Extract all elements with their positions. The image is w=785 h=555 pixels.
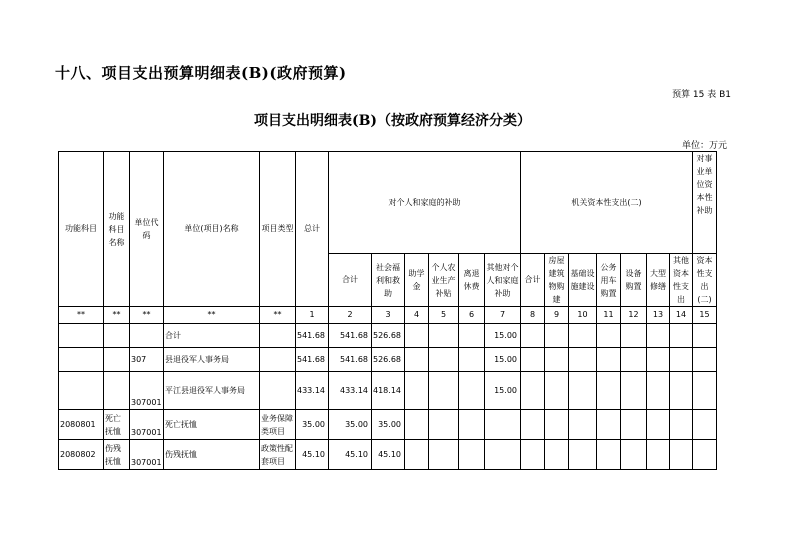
- cell-name: 死亡抚恤: [164, 410, 260, 440]
- cell-name: 县退役军人事务局: [164, 348, 260, 372]
- cell-func-code: 2080802: [59, 440, 104, 470]
- cell-empty: [647, 372, 670, 410]
- unit-label: 单位：万元: [681, 141, 727, 151]
- cell-empty: [693, 348, 717, 372]
- cell-welfare: 526.68: [372, 348, 405, 372]
- cell-empty: [521, 410, 545, 440]
- col-unit-name: 单位(项目)名称: [164, 152, 260, 307]
- cell-empty: [647, 348, 670, 372]
- index-cell: 11: [597, 307, 621, 324]
- cell-personal-total: 35.00: [329, 410, 372, 440]
- group-subsidy: 对事业单位资本性补助: [693, 152, 717, 254]
- sub-scholarship: 助学金: [405, 254, 429, 307]
- cell-empty: [693, 440, 717, 470]
- index-cell: **: [104, 307, 130, 324]
- cell-empty: [597, 348, 621, 372]
- index-cell: 14: [670, 307, 693, 324]
- index-cell: **: [59, 307, 104, 324]
- cell-empty: [429, 410, 459, 440]
- cell-type: [260, 324, 296, 348]
- cell-empty: [647, 324, 670, 348]
- sub-welfare: 社会福利和救助: [372, 254, 405, 307]
- cell-empty: [693, 372, 717, 410]
- index-cell: 13: [647, 307, 670, 324]
- cell-empty: [621, 440, 647, 470]
- cell-empty: [545, 348, 569, 372]
- col-func-name: 功能科目名称: [104, 152, 130, 307]
- form-code: 预算 15 表 B1: [672, 90, 731, 100]
- cell-personal-total: 45.10: [329, 440, 372, 470]
- cell-empty: [569, 348, 597, 372]
- cell-total: 541.68: [296, 324, 329, 348]
- table-row: [59, 410, 717, 440]
- index-cell: 4: [405, 307, 429, 324]
- index-cell: 3: [372, 307, 405, 324]
- cell-empty: [621, 410, 647, 440]
- index-cell: 8: [521, 307, 545, 324]
- index-cell: 12: [621, 307, 647, 324]
- cell-empty: [670, 348, 693, 372]
- sub-repair: 大型修缮: [647, 254, 670, 307]
- cell-unit-code: 307001: [130, 440, 164, 470]
- cell-name: 伤残抚恤: [164, 440, 260, 470]
- sub-other-capital: 其他资本性支出: [670, 254, 693, 307]
- cell-other-personal: [485, 410, 521, 440]
- cell-empty: [459, 440, 485, 470]
- cell-empty: [429, 440, 459, 470]
- cell-empty: [569, 372, 597, 410]
- cell-empty: [621, 372, 647, 410]
- cell-func-code: [59, 324, 104, 348]
- index-cell: **: [260, 307, 296, 324]
- cell-empty: [545, 372, 569, 410]
- sub-personal-total: 合计: [329, 254, 372, 307]
- cell-personal-total: 433.14: [329, 372, 372, 410]
- sub-capital-2: 资本性支出(二): [693, 254, 717, 307]
- index-cell: 10: [569, 307, 597, 324]
- cell-empty: [569, 324, 597, 348]
- cell-name: 平江县退役军人事务局: [164, 372, 260, 410]
- cell-empty: [597, 410, 621, 440]
- cell-empty: [521, 440, 545, 470]
- cell-func-name: 伤残抚恤: [104, 440, 130, 470]
- cell-welfare: 35.00: [372, 410, 405, 440]
- table-title: 项目支出明细表(B)（按政府预算经济分类）: [253, 113, 532, 129]
- cell-total: 45.10: [296, 440, 329, 470]
- col-project-type: 项目类型: [260, 152, 296, 307]
- cell-type: 政策性配套项目: [260, 440, 296, 470]
- cell-type: [260, 348, 296, 372]
- cell-name: 合计: [164, 324, 260, 348]
- cell-unit-code: 307: [130, 348, 164, 372]
- header-row-1: [59, 152, 717, 254]
- cell-empty: [521, 324, 545, 348]
- sub-building: 房屋建筑物购建: [545, 254, 569, 307]
- cell-empty: [670, 410, 693, 440]
- cell-empty: [405, 440, 429, 470]
- cell-total: 541.68: [296, 348, 329, 372]
- sub-other-personal: 其他对个人和家庭补助: [485, 254, 521, 307]
- section-title: 十八、项目支出预算明细表(B)(政府预算): [55, 64, 347, 82]
- col-total: 总计: [296, 152, 329, 307]
- cell-func-name: [104, 372, 130, 410]
- index-cell: 2: [329, 307, 372, 324]
- cell-welfare: 45.10: [372, 440, 405, 470]
- cell-empty: [459, 348, 485, 372]
- col-func-code: 功能科目: [59, 152, 104, 307]
- cell-empty: [569, 410, 597, 440]
- cell-empty: [405, 348, 429, 372]
- table-row: [59, 324, 717, 348]
- sub-equipment: 设备购置: [621, 254, 647, 307]
- index-cell: 1: [296, 307, 329, 324]
- cell-func-code: [59, 348, 104, 372]
- index-cell: 7: [485, 307, 521, 324]
- cell-welfare: 526.68: [372, 324, 405, 348]
- cell-empty: [569, 440, 597, 470]
- cell-other-personal: [485, 440, 521, 470]
- cell-empty: [545, 440, 569, 470]
- cell-empty: [621, 348, 647, 372]
- cell-empty: [647, 440, 670, 470]
- cell-empty: [693, 410, 717, 440]
- cell-welfare: 418.14: [372, 372, 405, 410]
- cell-func-name: 死亡抚恤: [104, 410, 130, 440]
- sub-capital-total: 合计: [521, 254, 545, 307]
- cell-total: 433.14: [296, 372, 329, 410]
- group-capital: 机关资本性支出(二): [521, 152, 693, 254]
- index-cell: 9: [545, 307, 569, 324]
- group-personal: 对个人和家庭的补助: [329, 152, 521, 254]
- index-cell: 5: [429, 307, 459, 324]
- cell-unit-code: 307001: [130, 410, 164, 440]
- cell-personal-total: 541.68: [329, 348, 372, 372]
- cell-empty: [693, 324, 717, 348]
- cell-empty: [459, 372, 485, 410]
- cell-func-name: [104, 348, 130, 372]
- cell-unit-code: 307001: [130, 372, 164, 410]
- cell-empty: [670, 324, 693, 348]
- table-row: [59, 372, 717, 410]
- index-cell: **: [130, 307, 164, 324]
- sub-farm-subsidy: 个人农业生产补贴: [429, 254, 459, 307]
- cell-personal-total: 541.68: [329, 324, 372, 348]
- index-cell: 6: [459, 307, 485, 324]
- cell-unit-code: [130, 324, 164, 348]
- cell-func-name: [104, 324, 130, 348]
- cell-type: 业务保障类项目: [260, 410, 296, 440]
- col-unit-code: 单位代码: [130, 152, 164, 307]
- cell-empty: [459, 324, 485, 348]
- table-row: [59, 440, 717, 470]
- cell-empty: [621, 324, 647, 348]
- cell-other-personal: 15.00: [485, 324, 521, 348]
- cell-total: 35.00: [296, 410, 329, 440]
- sub-infrastructure: 基础设施建设: [569, 254, 597, 307]
- cell-func-code: 2080801: [59, 410, 104, 440]
- index-cell: 15: [693, 307, 717, 324]
- index-row: [59, 307, 717, 324]
- cell-func-code: [59, 372, 104, 410]
- index-cell: **: [164, 307, 260, 324]
- sub-vehicle: 公务用车购置: [597, 254, 621, 307]
- cell-empty: [597, 372, 621, 410]
- cell-empty: [670, 372, 693, 410]
- cell-other-personal: 15.00: [485, 348, 521, 372]
- cell-empty: [429, 372, 459, 410]
- cell-empty: [429, 348, 459, 372]
- cell-empty: [545, 324, 569, 348]
- cell-empty: [597, 440, 621, 470]
- cell-empty: [429, 324, 459, 348]
- cell-empty: [405, 324, 429, 348]
- cell-empty: [521, 372, 545, 410]
- cell-empty: [459, 410, 485, 440]
- cell-type: [260, 372, 296, 410]
- cell-empty: [670, 440, 693, 470]
- cell-empty: [405, 410, 429, 440]
- cell-empty: [521, 348, 545, 372]
- cell-other-personal: 15.00: [485, 372, 521, 410]
- budget-table: [58, 151, 717, 470]
- table-row: [59, 348, 717, 372]
- cell-empty: [597, 324, 621, 348]
- cell-empty: [545, 410, 569, 440]
- cell-empty: [405, 372, 429, 410]
- cell-empty: [647, 410, 670, 440]
- sub-retirement: 离退休费: [459, 254, 485, 307]
